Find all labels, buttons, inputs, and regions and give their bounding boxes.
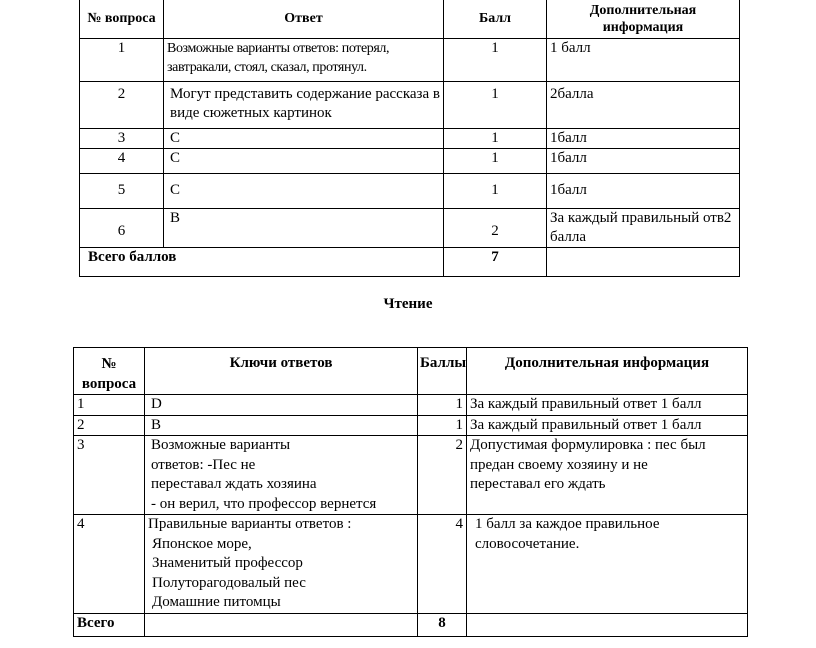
score-value: 1	[444, 129, 547, 149]
total-label: Всего	[74, 613, 145, 636]
total-info-empty	[467, 613, 748, 636]
table-row	[80, 82, 740, 129]
additional-info: 1балл	[547, 129, 740, 149]
score-value: 1	[418, 415, 467, 436]
total-value: 8	[418, 613, 467, 636]
question-number: 3	[80, 129, 164, 149]
additional-info-cell	[467, 515, 748, 614]
question-number: 4	[80, 149, 164, 174]
answer-text: С	[164, 149, 444, 174]
score-value: 1	[444, 149, 547, 174]
question-number: 1	[74, 395, 145, 416]
header-question-number: № вопроса	[74, 348, 145, 395]
total-label: Всего баллов	[80, 248, 444, 277]
table-header-row	[80, 0, 740, 39]
info-line: Допустимая формулировка : пес был	[470, 437, 706, 453]
section-title: Чтение	[383, 296, 433, 312]
score-value: 2	[418, 436, 467, 515]
header-answer: Ответ	[164, 0, 444, 39]
table-row	[80, 209, 740, 248]
info-line: словосочетание.	[475, 535, 580, 552]
table-row	[74, 415, 748, 436]
header-question-number: № вопроса	[80, 0, 164, 39]
table-row	[80, 149, 740, 174]
answer-key: В	[145, 415, 418, 436]
additional-info: За каждый правильный ответ 1 балл	[467, 395, 748, 416]
header-score: Балл	[444, 0, 547, 39]
table-row	[74, 436, 748, 515]
score-value: 2	[444, 209, 547, 248]
answer-key-line: Правильные варианты ответов :	[148, 516, 352, 532]
answers-table	[79, 0, 740, 277]
additional-info-cell	[467, 436, 748, 515]
answer-key-line: переставал ждать хозяина	[151, 476, 317, 492]
total-keys-empty	[145, 613, 418, 636]
question-number: 3	[74, 436, 145, 515]
answer-key-line: Японское море,	[152, 535, 252, 552]
answer-key-cell	[145, 436, 418, 515]
answer-key-cell	[145, 515, 418, 614]
table-row	[80, 129, 740, 149]
total-row	[74, 613, 748, 636]
total-value: 7	[444, 248, 547, 277]
additional-info: 1 балл	[547, 39, 740, 82]
info-line: 1 балл за каждое правильное	[475, 516, 660, 532]
total-row	[80, 248, 740, 277]
question-number: 5	[80, 174, 164, 209]
additional-info: За каждый правильный ответ 1 балл	[467, 415, 748, 436]
answer-text: С	[164, 174, 444, 209]
score-value: 1	[418, 395, 467, 416]
answer-key-line: Домашние питомцы	[152, 594, 281, 610]
additional-info: За каждый правильный отв2 балла	[547, 209, 740, 248]
question-number: 1	[80, 39, 164, 82]
question-number: 4	[74, 515, 145, 614]
question-number: 2	[80, 82, 164, 129]
score-value: 4	[418, 515, 467, 614]
table-row	[74, 395, 748, 416]
answer-text: С	[164, 129, 444, 149]
header-additional-info: Дополнительная информация	[547, 0, 740, 39]
answer-key: D	[145, 395, 418, 416]
answer-text: Возможные варианты ответов: потерял, завтракали, стоял, сказал, протянул.	[164, 39, 444, 82]
score-value: 1	[444, 174, 547, 209]
answer-text: Могут представить содержание рассказа в виде сюжетных картинок	[164, 82, 444, 129]
table-header-row	[74, 348, 748, 395]
score-value: 1	[444, 39, 547, 82]
additional-info: 2балла	[547, 82, 740, 129]
header-answer-keys: Ключи ответов	[145, 348, 418, 395]
info-line: предан своему хозяину и не	[470, 456, 648, 473]
question-number: 6	[80, 209, 164, 248]
header-score: Баллы	[418, 348, 467, 395]
total-info-empty	[547, 248, 740, 277]
question-number: 2	[74, 415, 145, 436]
answer-key-line: Знаменитый профессор	[152, 555, 303, 571]
answer-text: В	[164, 209, 444, 248]
reading-answers-table	[73, 347, 748, 637]
table-row	[80, 174, 740, 209]
answer-key-line: - он верил, что профессор вернется	[151, 495, 377, 512]
additional-info: 1балл	[547, 149, 740, 174]
info-line: переставал его ждать	[470, 476, 606, 492]
answer-key-line: ответов: -Пес не	[151, 456, 256, 473]
answer-key-line: Возможные варианты	[151, 437, 291, 453]
additional-info: 1балл	[547, 174, 740, 209]
table-row	[80, 39, 740, 82]
score-value: 1	[444, 82, 547, 129]
answer-key-line: Полуторагодовалый пес	[152, 574, 306, 591]
table-row	[74, 515, 748, 614]
header-additional-info: Дополнительная информация	[467, 348, 748, 395]
